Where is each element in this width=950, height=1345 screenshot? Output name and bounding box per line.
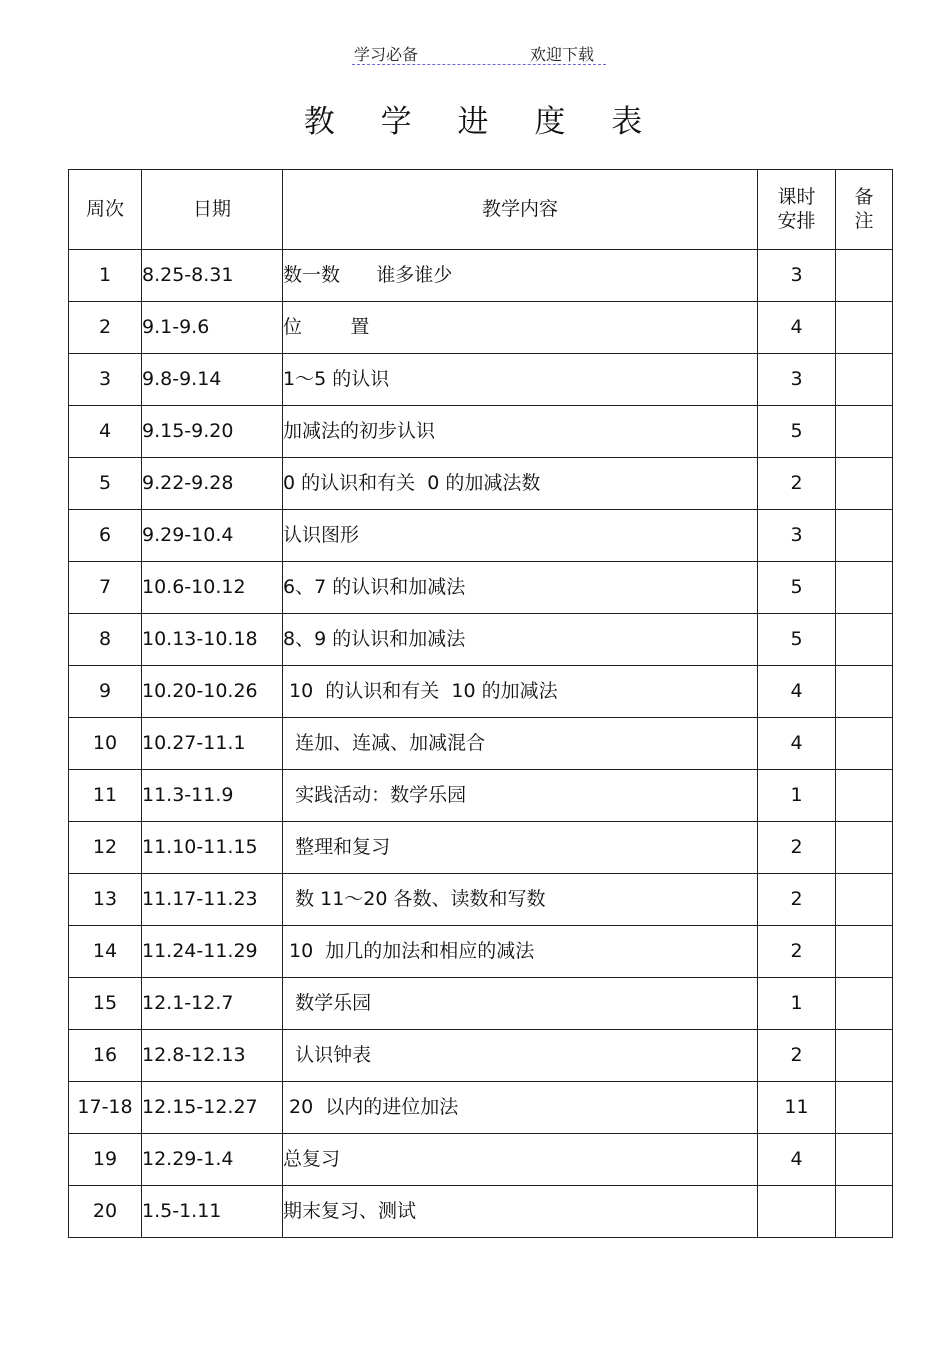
cell-hours: 2 (758, 458, 836, 510)
table-row (69, 874, 893, 926)
column-header-week: 周次 (69, 170, 142, 250)
table-row (69, 1186, 893, 1238)
cell-notes (836, 1030, 893, 1082)
cell-week: 4 (69, 406, 142, 458)
cell-notes (836, 1186, 893, 1238)
cell-date: 12.8-12.13 (142, 1030, 283, 1082)
cell-hours: 2 (758, 1030, 836, 1082)
cell-content: 连加、连减、加减混合 (283, 718, 758, 770)
page-title: 教 学 进 度 表 (303, 104, 661, 140)
cell-notes (836, 1082, 893, 1134)
column-header-hours: 课时 安排 (758, 170, 836, 250)
cell-hours: 5 (758, 614, 836, 666)
cell-notes (836, 250, 893, 302)
cell-content: 0 的认识和有关 0 的加减法数 (283, 458, 758, 510)
cell-content: 认识图形 (283, 510, 758, 562)
cell-date: 9.22-9.28 (142, 458, 283, 510)
table-row (69, 718, 893, 770)
cell-notes (836, 302, 893, 354)
cell-notes (836, 458, 893, 510)
table-row (69, 1134, 893, 1186)
header-left-text: 学习必备 (354, 45, 419, 64)
table-header-row (69, 170, 893, 250)
table-row (69, 302, 893, 354)
table-row (69, 978, 893, 1030)
cell-hours: 1 (758, 770, 836, 822)
cell-notes (836, 510, 893, 562)
cell-hours: 3 (758, 250, 836, 302)
cell-week: 15 (69, 978, 142, 1030)
cell-hours: 4 (758, 302, 836, 354)
page-header (352, 40, 606, 65)
table-row (69, 666, 893, 718)
cell-notes (836, 822, 893, 874)
cell-content: 实践活动：数学乐园 (283, 770, 758, 822)
cell-hours: 4 (758, 718, 836, 770)
cell-notes (836, 354, 893, 406)
table-row (69, 250, 893, 302)
cell-hours (758, 1186, 836, 1238)
cell-hours: 2 (758, 926, 836, 978)
table-row (69, 822, 893, 874)
cell-week: 20 (69, 1186, 142, 1238)
header-right-text: 欢迎下载 (530, 45, 595, 64)
table-row (69, 926, 893, 978)
cell-hours: 2 (758, 874, 836, 926)
cell-hours: 3 (758, 354, 836, 406)
schedule-table (68, 169, 893, 1238)
table-row (69, 406, 893, 458)
cell-week: 10 (69, 718, 142, 770)
cell-week: 8 (69, 614, 142, 666)
cell-hours: 5 (758, 406, 836, 458)
cell-notes (836, 406, 893, 458)
cell-notes (836, 562, 893, 614)
cell-content: 整理和复习 (283, 822, 758, 874)
table-row (69, 510, 893, 562)
cell-content: 加减法的初步认识 (283, 406, 758, 458)
cell-notes (836, 1134, 893, 1186)
cell-content: 数学乐园 (283, 978, 758, 1030)
cell-date: 10.6-10.12 (142, 562, 283, 614)
cell-week: 12 (69, 822, 142, 874)
cell-content: 期末复习、测试 (283, 1186, 758, 1238)
table-row (69, 1030, 893, 1082)
cell-week: 16 (69, 1030, 142, 1082)
cell-week: 5 (69, 458, 142, 510)
cell-date: 11.10-11.15 (142, 822, 283, 874)
cell-date: 9.15-9.20 (142, 406, 283, 458)
cell-content: 数 11～20 各数、读数和写数 (283, 874, 758, 926)
cell-week: 17-18 (69, 1082, 142, 1134)
cell-notes (836, 874, 893, 926)
cell-week: 3 (69, 354, 142, 406)
cell-week: 19 (69, 1134, 142, 1186)
cell-date: 9.8-9.14 (142, 354, 283, 406)
cell-notes (836, 666, 893, 718)
cell-date: 1.5-1.11 (142, 1186, 283, 1238)
cell-date: 8.25-8.31 (142, 250, 283, 302)
cell-date: 9.1-9.6 (142, 302, 283, 354)
cell-date: 11.24-11.29 (142, 926, 283, 978)
cell-date: 12.29-1.4 (142, 1134, 283, 1186)
cell-date: 11.17-11.23 (142, 874, 283, 926)
cell-date: 10.20-10.26 (142, 666, 283, 718)
cell-hours: 4 (758, 1134, 836, 1186)
cell-content: 数一数 谁多谁少 (283, 250, 758, 302)
table-row (69, 354, 893, 406)
cell-content: 10 加几的加法和相应的减法 (283, 926, 758, 978)
cell-date: 10.27-11.1 (142, 718, 283, 770)
cell-content: 10 的认识和有关 10 的加减法 (283, 666, 758, 718)
cell-content: 认识钟表 (283, 1030, 758, 1082)
cell-date: 12.15-12.27 (142, 1082, 283, 1134)
cell-notes (836, 926, 893, 978)
cell-week: 7 (69, 562, 142, 614)
cell-content: 6、7 的认识和加减法 (283, 562, 758, 614)
cell-notes (836, 770, 893, 822)
cell-hours: 4 (758, 666, 836, 718)
cell-week: 2 (69, 302, 142, 354)
table-row (69, 562, 893, 614)
cell-notes (836, 978, 893, 1030)
cell-hours: 2 (758, 822, 836, 874)
cell-content: 位 置 (283, 302, 758, 354)
table-body (69, 250, 893, 1238)
table-row (69, 614, 893, 666)
cell-week: 9 (69, 666, 142, 718)
cell-week: 6 (69, 510, 142, 562)
cell-date: 10.13-10.18 (142, 614, 283, 666)
column-header-content: 教学内容 (283, 170, 758, 250)
cell-notes (836, 614, 893, 666)
cell-notes (836, 718, 893, 770)
cell-content: 20 以内的进位加法 (283, 1082, 758, 1134)
cell-week: 13 (69, 874, 142, 926)
cell-hours: 3 (758, 510, 836, 562)
cell-content: 总复习 (283, 1134, 758, 1186)
cell-week: 11 (69, 770, 142, 822)
cell-hours: 11 (758, 1082, 836, 1134)
cell-content: 8、9 的认识和加减法 (283, 614, 758, 666)
cell-content: 1～5 的认识 (283, 354, 758, 406)
cell-week: 1 (69, 250, 142, 302)
cell-date: 12.1-12.7 (142, 978, 283, 1030)
column-header-notes: 备 注 (836, 170, 893, 250)
column-header-date: 日期 (142, 170, 283, 250)
cell-date: 9.29-10.4 (142, 510, 283, 562)
cell-week: 14 (69, 926, 142, 978)
table-row (69, 1082, 893, 1134)
cell-hours: 1 (758, 978, 836, 1030)
cell-hours: 5 (758, 562, 836, 614)
cell-date: 11.3-11.9 (142, 770, 283, 822)
table-row (69, 458, 893, 510)
table-row (69, 770, 893, 822)
